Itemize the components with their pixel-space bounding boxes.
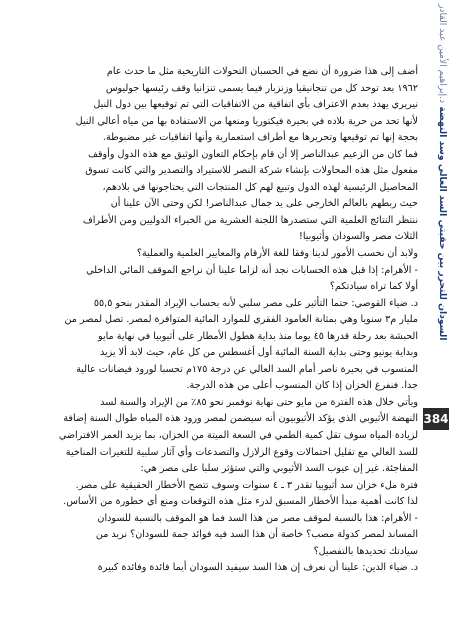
text-line: نيريري يهدد بعدم الاعتراف بأي اتفاقية من الاتفاقيات التي تم توقيعها بين دول النيل: [93, 99, 418, 111]
text-line: فما كان من الزعيم عبدالناصر إلا أن قام بإحكام التعاون الوثيق مع هذه الدول وأوقف: [88, 148, 418, 160]
text-line: الحبشة بعد رحلة قدرها ٤٥ يوما منذ بداية هطول الأمطار على أثيوبيا في نهاية مايو: [97, 330, 418, 342]
text-line: المساند لمصر كدولة مصب؟ خاصة أن هذا السد فيه فوائد جمة للسودان؟ نريد من: [95, 529, 418, 541]
text-line: المفاجئة. غير إن عيوب السد الأثيوبي والتي ستؤثر سلبا على مصر هي:: [140, 463, 418, 475]
text-line: وبداية يونيو وحتى بداية السنة المائية أول أغسطس من كل عام، حيث لابد ألا يزيد: [99, 347, 418, 359]
text-line: ١٩٦٢ بعد توحد كل من تنجانيقيا وزنزبار فيما يسمى تنزانيا وقف رئيسها جوليوس: [105, 82, 418, 94]
text-line: ننتظر النتائج العلمية التي ستصدرها اللجنة العشرية من الخبراء الدوليين ومن الأطراف: [82, 214, 418, 226]
text-line: - الأهرام: هذا بالنسبة لموقف مصر من هذا السد فما هو الموقف بالنسبة للسودان: [97, 512, 418, 524]
text-line: مفعول مثل هذه المحاولات بإنشاء شركة النصر للاستيراد والتصدير والتي كانت تسوق: [85, 165, 418, 177]
text-line: فترة ملء خزان سد أثيوبيا تقدر ٣ ـ ٤ سنوات وسوف تتضح الأخطار الحقيقية على مصر.: [75, 479, 418, 491]
text-line: المنسوب في بحيرة ناصر أمام السد العالي عن درجة ١٧٥م تحسبا لورود فيضانات عالية: [76, 363, 418, 375]
text-line: - الأهرام: إذا قبل هذه الحسابات نجد أنه لزاما علينا أن نراجع الموقف المائي الداخلي: [86, 264, 418, 276]
text-line: المحاصيل الرئيسية لهذه الدول وتبيع لهم كل المنتجات التي يحتاجونها في بلادهم،: [102, 181, 418, 193]
text-line: لذا كانت أهمية مبدأ الأخطار المسبق لدرء مثل هذه التوقعات ومنع أي خطورة من الأساس.: [63, 496, 418, 508]
author-name: د.إبراهيم الأمين عبد القادر: [437, 4, 448, 104]
page-body: [22, 64, 418, 630]
text-line: د. ضياء الدين: علينا أن نعرف إن هذا السد سيفيد السودان أيما فائدة وفائدة كبيرة: [97, 562, 418, 574]
text-line: سيادتك تحديدها بالتفصيل؟: [313, 545, 418, 557]
text-line: أضف إلى هذا ضرورة أن نضع في الحسبان التحولات التاريخية مثل ما حدث عام: [106, 66, 418, 77]
text-line: لأنها تحد من حرية بلاده في بحيرة فيكتوريا ومنعها من الاستفادة بها من مياه أعالي النيل: [75, 115, 418, 127]
book-title: السودان للتحرر بين حقبتي السد العالي وسد النهضة: [437, 106, 448, 341]
text-line: مليار م٣ سنويا وهي بمثابة العامود الفقري للموارد المائية المتوافرة لمصر. تصل لمصر من: [64, 314, 418, 326]
text-line: بحجة إنها تم توقيعها وتحريرها مع أطراف استعمارية وأنها اتفاقيات غير مضبوطة.: [102, 132, 418, 144]
running-header: [423, 0, 453, 510]
text-line: الثلاث مصر والسودان وأثيوبيا!: [298, 231, 418, 243]
text-line: ويأتي خلال هذه الفترة من مايو حتى نهاية نوفمبر نحو ٨٥٪ من الإيراد والسنة لسد: [100, 396, 418, 408]
text-line: لزيادة المياه سوف تقل كمية الطمي في السعة الميتة من الخزان، بما يزيد العمر الافتراضي: [58, 430, 418, 442]
text-line: حيث ربطهم بالعالم الخارجي على يد جمال عبدالناصر! لكن وحتى الآن علينا أن: [110, 198, 418, 210]
text-line: جدا. فنفرغ الخزان إذا كان المنسوب أعلى من هذه الدرجة.: [186, 380, 418, 392]
text-line: أولا كما تراه سيادتكم؟: [329, 281, 418, 293]
text-line: للسد العالي مع تقليل احتمالات وقوع الزلازل والتصدعات وأي آثار سلبية للتغيرات المناخية: [65, 446, 418, 458]
page-number: 384: [423, 408, 449, 430]
text-line: ولابد أن نحسب الأمور لدينا وفقا للغة الأرقام والمعايير العلمية والعملية؟: [136, 248, 418, 260]
text-line: د. ضياء القوصي: حتما التأثير على مصر سلبي لأنه بحساب الإيراد المقدر بنحو ٥٥,٥: [93, 297, 418, 309]
text-line: النهضة الأثيوبي الذي يؤكد الأثيوبيون أنه سيضمن لمصر ورود هذه المياه طوال السنة إضافة: [63, 413, 418, 425]
running-header-text: [435, 4, 449, 341]
